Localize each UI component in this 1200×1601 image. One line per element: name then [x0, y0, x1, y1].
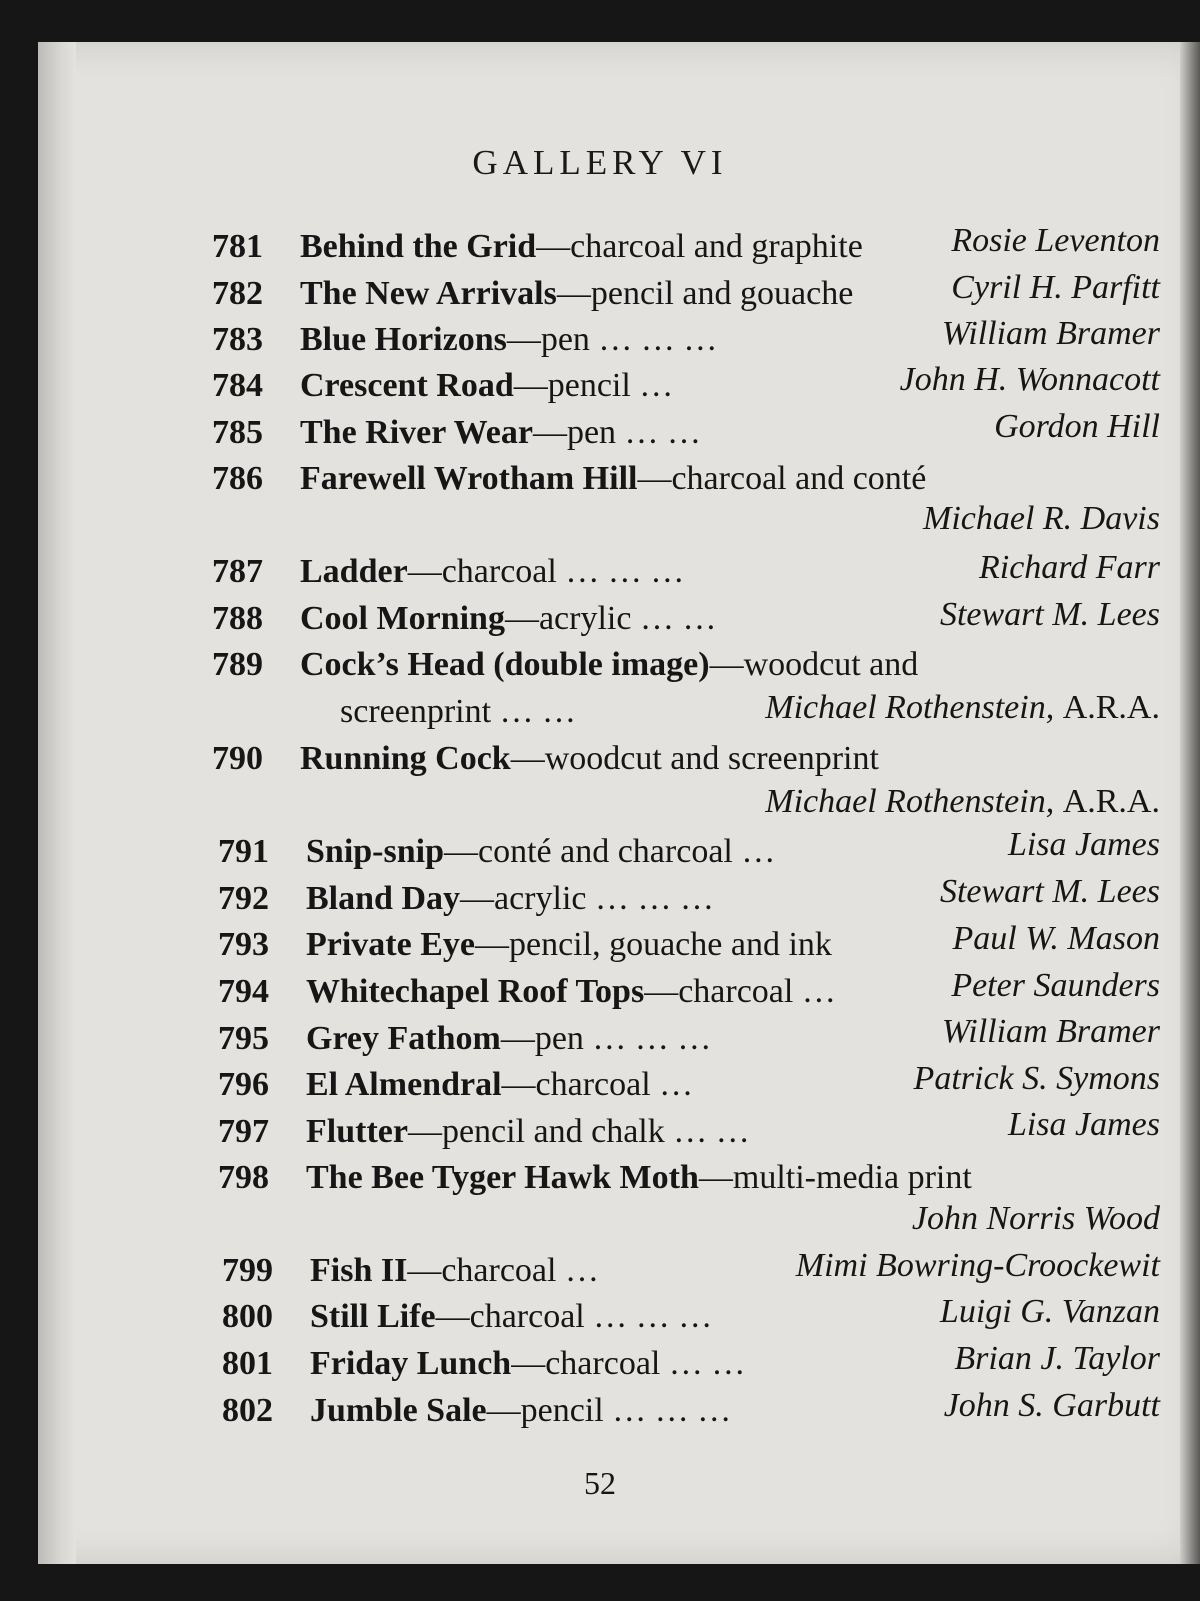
entry-title [300, 600, 716, 638]
entry-title [300, 553, 684, 591]
entry-number: 799 [222, 1252, 273, 1289]
artist-name: Michael R. Davis [923, 500, 1160, 537]
work-medium: —charcoal … … … [407, 553, 685, 590]
work-medium: —charcoal … [501, 1066, 694, 1103]
work-medium: —woodcut and screenprint [510, 740, 879, 777]
work-medium: —acrylic … … … [460, 880, 714, 917]
artist-name: William Bramer [941, 315, 1160, 352]
entry-number: 798 [218, 1159, 269, 1196]
artist-name [765, 783, 1160, 821]
entry-number: 802 [222, 1392, 273, 1429]
work-title: Cock’s Head (double image) [300, 646, 710, 683]
artist-honour: A.R.A. [1062, 783, 1160, 820]
entry-number: 787 [212, 553, 263, 590]
work-title: The River Wear [300, 414, 533, 451]
entry-title [306, 973, 836, 1011]
entry-number: 801 [222, 1345, 273, 1382]
entry-title [306, 1020, 711, 1058]
artist-name: Lisa James [1007, 826, 1160, 863]
entry-title [306, 880, 714, 918]
work-medium: —pen … … [532, 414, 702, 451]
work-medium: —woodcut and [709, 646, 919, 683]
entry-number: 800 [222, 1298, 273, 1335]
artist-name: John H. Wonnacott [899, 361, 1160, 398]
entry-title-continued: screenprint … … [340, 693, 577, 730]
work-title: Bland Day [306, 880, 460, 917]
artist-name [765, 689, 1160, 727]
entry-title [300, 275, 853, 313]
entry-number: 789 [212, 646, 263, 683]
artist-honour: A.R.A. [1062, 689, 1160, 726]
artist-name: Rosie Leventon [951, 222, 1160, 259]
work-title: Ladder [300, 553, 408, 590]
work-title: Private Eye [306, 926, 475, 963]
work-medium: —charcoal … [644, 973, 836, 1010]
artist-name: Gordon Hill [994, 408, 1160, 445]
artist-name: Luigi G. Vanzan [939, 1293, 1160, 1330]
artist-name-text: Michael Rothenstein, [765, 689, 1055, 726]
entry-title [300, 414, 701, 452]
artist-name: Cyril H. Parfitt [951, 269, 1160, 306]
work-title: Behind the Grid [300, 228, 537, 265]
artist-name-text: Michael Rothenstein, [765, 783, 1055, 820]
entry-title [306, 1113, 750, 1151]
artist-name: Peter Saunders [951, 967, 1160, 1004]
entry-number: 783 [212, 321, 263, 358]
entry-title [300, 460, 926, 498]
work-title: Still Life [310, 1298, 436, 1335]
entry-title [300, 228, 863, 266]
work-title: Cool Morning [300, 600, 505, 637]
work-title: Snip-snip [306, 833, 444, 870]
work-title: The Bee Tyger Hawk Moth [306, 1159, 699, 1196]
work-title: Running Cock [300, 740, 511, 777]
entry-number: 792 [218, 880, 269, 917]
work-title: El Almendral [306, 1066, 502, 1103]
entry-number: 794 [218, 973, 269, 1010]
entry-number: 785 [212, 414, 263, 451]
work-title: Whitechapel Roof Tops [306, 973, 645, 1010]
artist-name: Stewart M. Lees [939, 873, 1160, 910]
artist-name: Paul W. Mason [952, 920, 1160, 957]
work-medium: —pencil, gouache and ink [475, 926, 832, 963]
work-title: The New Arrivals [300, 275, 557, 312]
work-title: Jumble Sale [310, 1392, 487, 1429]
page-number: 52 [584, 1465, 616, 1501]
entry-number: 784 [212, 367, 263, 404]
entry-number: 790 [212, 740, 263, 777]
artist-name: Stewart M. Lees [939, 596, 1160, 633]
entry-number: 791 [218, 833, 269, 870]
work-medium: —charcoal and conté [637, 460, 927, 497]
page-title: GALLERY VI [472, 143, 728, 182]
work-medium: —acrylic … … [504, 600, 717, 637]
entry-number: 797 [218, 1113, 269, 1150]
entry-title [300, 646, 918, 684]
artist-name: Richard Farr [978, 549, 1160, 586]
work-medium: —charcoal … … … [435, 1298, 713, 1335]
artist-name: Lisa James [1007, 1106, 1160, 1143]
work-medium: —charcoal and graphite [536, 228, 863, 265]
work-title: Blue Horizons [300, 321, 507, 358]
artist-name: Mimi Bowring-Croockewit [795, 1247, 1160, 1284]
page-gutter [1180, 42, 1200, 1564]
entry-number: 788 [212, 600, 263, 637]
entry-number: 782 [212, 275, 263, 312]
entry-number: 786 [212, 460, 263, 497]
artist-name: Brian J. Taylor [954, 1340, 1160, 1377]
work-medium: —conté and charcoal … [444, 833, 776, 870]
page-edge [38, 42, 76, 1564]
work-title: Fish II [310, 1252, 408, 1289]
work-medium: —pen … … … [500, 1020, 712, 1057]
work-medium: —pencil and chalk … … [407, 1113, 750, 1150]
entry-title [300, 740, 879, 778]
work-medium: —pen … … … [506, 321, 718, 358]
entry-number: 793 [218, 926, 269, 963]
artist-name: William Bramer [941, 1013, 1160, 1050]
entry-number: 795 [218, 1020, 269, 1057]
artist-name: Patrick S. Symons [913, 1060, 1160, 1097]
work-title: Friday Lunch [310, 1345, 512, 1382]
entry-title [306, 833, 775, 871]
work-title: Crescent Road [300, 367, 514, 404]
work-medium: —charcoal … … [511, 1345, 746, 1382]
entry-title [306, 926, 832, 964]
entry-title [310, 1298, 712, 1336]
entry-title [306, 1066, 693, 1104]
artist-name: John S. Garbutt [943, 1387, 1160, 1424]
entry-title [300, 321, 717, 359]
entry-title [300, 367, 673, 405]
work-title: Flutter [306, 1113, 408, 1150]
work-medium: —pencil and gouache [556, 275, 854, 312]
entry-title [310, 1392, 731, 1430]
work-medium: —multi-media print [698, 1159, 972, 1196]
work-medium: —charcoal … [407, 1252, 599, 1289]
artist-name: John Norris Wood [911, 1200, 1160, 1237]
entry-number: 781 [212, 228, 263, 265]
work-medium: —pencil … … … [486, 1392, 732, 1429]
work-title: Farewell Wrotham Hill [300, 460, 638, 497]
entry-number: 796 [218, 1066, 269, 1103]
work-title: Grey Fathom [306, 1020, 501, 1057]
entry-title [310, 1252, 599, 1290]
entry-title [310, 1345, 745, 1383]
entry-title [306, 1159, 972, 1197]
work-medium: —pencil … [513, 367, 674, 404]
